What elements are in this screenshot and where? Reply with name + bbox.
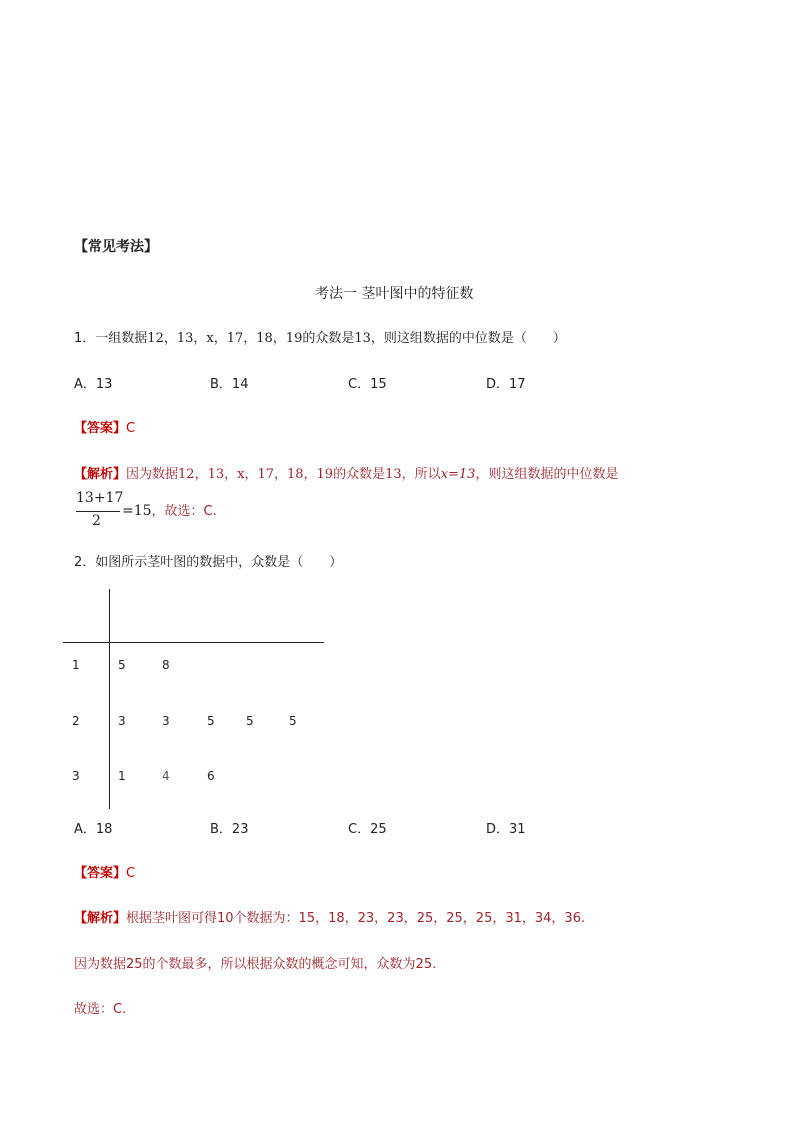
- stem-value: 1: [72, 658, 80, 672]
- q2-answer: [74, 862, 135, 881]
- q1-text-b: 的众数是: [302, 331, 355, 346]
- q1-answer-label: 【答案】: [74, 421, 127, 436]
- q1-analysis-a: 因为数据: [126, 467, 179, 482]
- q2-analysis-line3: 故选：C.: [74, 1002, 127, 1017]
- leaf-value: 4: [162, 769, 170, 783]
- q1-text-c: ，则这组数据的中位数是（ ）: [370, 331, 566, 346]
- q1-analysis-x: x=13: [440, 467, 476, 482]
- q1-analysis-d: ，则这组数据的中位数是: [475, 467, 619, 482]
- fraction-denominator: 2: [92, 513, 101, 529]
- q1-answer: [74, 417, 135, 436]
- q1-stem: [74, 327, 566, 346]
- q1-option-d: D．17: [486, 377, 526, 392]
- q2-text: 如图所示茎叶图的数据中，众数是（ ）: [95, 555, 343, 570]
- leaf-value: 6: [207, 769, 215, 783]
- method-title: 考法一 茎叶图中的特征数: [315, 286, 474, 302]
- q2-option-b: B．23: [210, 822, 249, 837]
- leaf-value: 5: [289, 714, 297, 728]
- stem-vertical-line: [109, 589, 110, 809]
- q2-analysis-label: 【解析】: [74, 911, 127, 926]
- q1-analysis: [74, 463, 618, 482]
- q2-answer-label: 【答案】: [74, 866, 127, 881]
- q1-analysis-b: 的众数是: [333, 467, 386, 482]
- q1-analysis-end: ，故选：C.: [151, 504, 217, 519]
- q2-stem: [74, 551, 342, 570]
- stem-horizontal-line: [63, 642, 324, 643]
- fraction-result: =15: [122, 503, 152, 519]
- q1-option-b: B．14: [210, 377, 249, 392]
- q2-option-d: D．31: [486, 822, 526, 837]
- leaf-value: 3: [162, 714, 170, 728]
- q2-option-c: C．25: [348, 822, 387, 837]
- q2-analysis-line1: 根据茎叶图可得10个数据为：15，18，23，23，25，25，25，31，34，36.: [126, 911, 586, 926]
- stem-value: 2: [72, 714, 80, 728]
- q1-data-list: 12，13，x，17，18，19: [147, 331, 303, 346]
- q1-fraction: [76, 490, 126, 534]
- q1-analysis-mode: 13: [385, 467, 402, 482]
- leaf-value: 5: [118, 658, 126, 672]
- q1-analysis-data: 12，13，x，17，18，19: [178, 467, 334, 482]
- leaf-value: 8: [162, 658, 170, 672]
- q2-number: 2．: [74, 555, 96, 570]
- q1-analysis-label: 【解析】: [74, 467, 127, 482]
- q1-option-a: A．13: [74, 377, 113, 392]
- stem-value: 3: [72, 769, 80, 783]
- q1-mode: 13: [354, 331, 371, 346]
- fraction-numerator: 13+17: [76, 490, 124, 506]
- q1-analysis-c: ，所以: [401, 467, 441, 482]
- q1-number: 1．: [74, 331, 96, 346]
- fraction-bar: [76, 511, 120, 512]
- q2-answer-value: C: [126, 866, 136, 881]
- leaf-value: 5: [207, 714, 215, 728]
- q2-analysis: [74, 907, 585, 926]
- leaf-value: 1: [118, 769, 126, 783]
- leaf-value: 3: [118, 714, 126, 728]
- q1-fraction-result-line: [122, 500, 217, 519]
- leaf-value: 5: [246, 714, 254, 728]
- q2-option-a: A．18: [74, 822, 113, 837]
- q1-answer-value: C: [126, 421, 136, 436]
- section-header: 【常见考法】: [74, 239, 158, 255]
- q1-text-a: 一组数据: [95, 331, 148, 346]
- q2-analysis-line2: 因为数据25的个数最多，所以根据众数的概念可知，众数为25.: [74, 957, 437, 972]
- q1-option-c: C．15: [348, 377, 387, 392]
